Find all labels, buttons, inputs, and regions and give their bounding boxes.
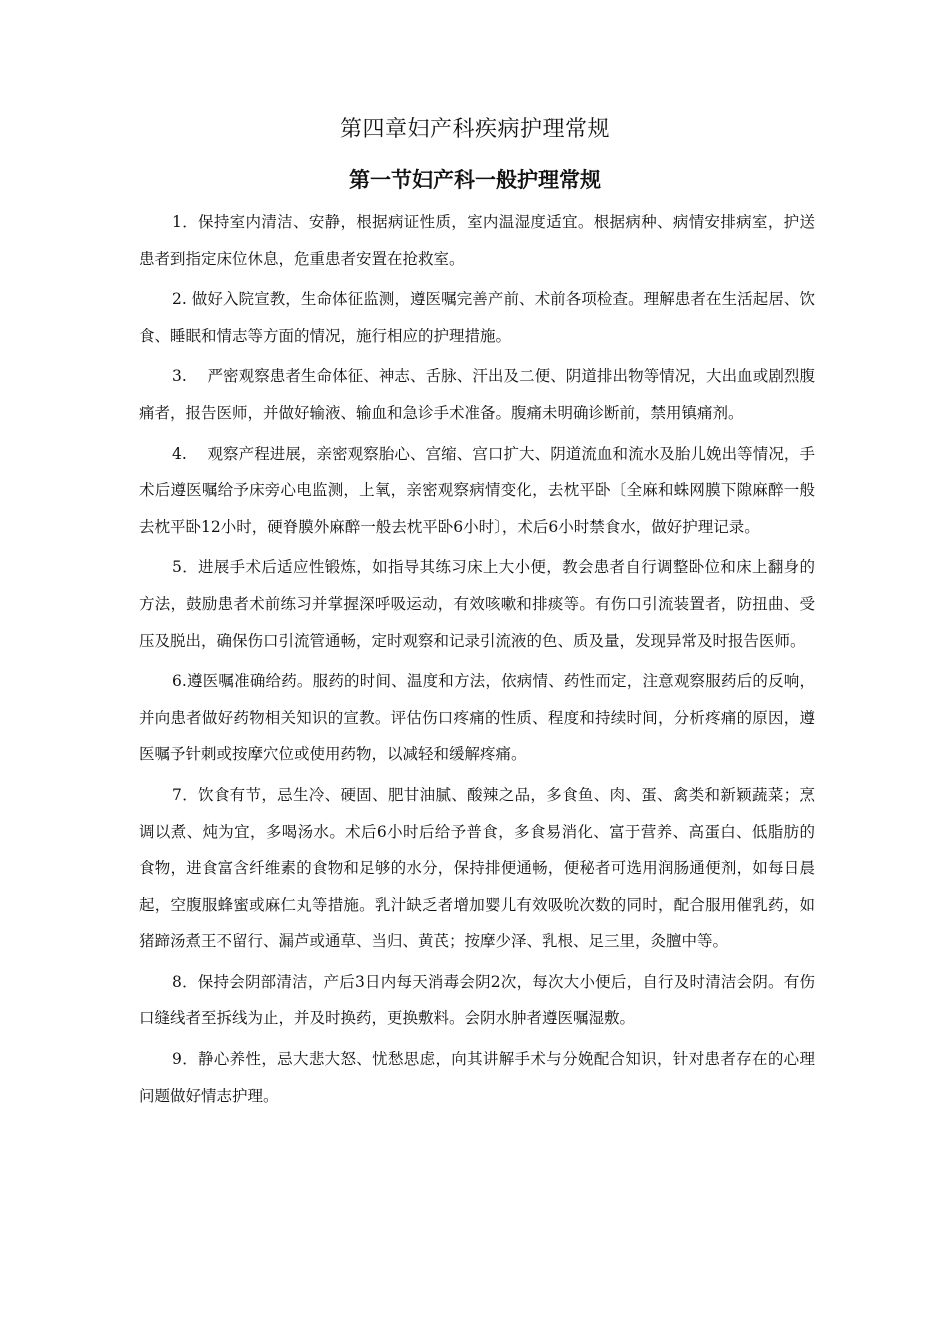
paragraph-8: 8．保持会阴部清洁，产后3日内每天消毒会阴2次，每次大小便后，自行及时清洁会阴。有伤口缝线者至拆线为止，并及时换药，更换敷料。会阴水肿者遵医嘱湿敷。 — [139, 972, 815, 1028]
body-text — [139, 204, 815, 1118]
section-title: 第一节妇产科一般护理常规 — [349, 168, 601, 192]
paragraph-9: 9．静心养性，忌大悲大怒、忧愁思虑，向其讲解手术与分娩配合知识，针对患者存在的心理问题做好情志护理。 — [139, 1050, 815, 1105]
paragraph-5: 5．进展手术后适应性锻炼，如指导其练习床上大小便，教会患者自行调整卧位和床上翻身的方法，鼓励患者术前练习并掌握深呼吸运动，有效咳嗽和排痰等。有伤口引流装置者，防扭曲、受压及脱出，确保伤口引流管通畅，定时观察和记录引流液的色、质及量，发现异常及时报告医师。 — [139, 558, 815, 650]
paragraph-7: 7．饮食有节，忌生冷、硬固、肥甘油腻、酸辣之品，多食鱼、肉、蛋、禽类和新颖蔬菜；烹调以煮、炖为宜，多喝汤水。术后6小时后给予普食，多食易消化、富于营养、高蛋白、低脂肪的食物，进食富含纤维素的食物和足够的水分，保持排便通畅，便秘者可选用润肠通便剂，如每日晨起，空腹服蜂蜜或麻仁丸等措施。乳汁缺乏者增加婴儿有效吸吮次数的同时，配合服用催乳药，如猪蹄汤煮王不留行、漏芦或通草、当归、黄芪；按摩少泽、乳根、足三里，灸膻中等。 — [139, 785, 815, 951]
paragraph-4: 4. 观察产程进展，亲密观察胎心、宫缩、宫口扩大、阴道流血和流水及胎儿娩出等情况，手术后遵医嘱给予床旁心电监测，上氧，亲密观察病情变化，去枕平卧〔全麻和蛛网膜下隙麻醉一般去枕平卧12小时，硬脊膜外麻醉一般去枕平卧6小时〕，术后6小时禁食水，做好护理记录。 — [139, 444, 815, 536]
chapter-title: 第四章妇产科疾病护理常规 — [339, 117, 610, 142]
paragraph-6: 6.遵医嘱准确给药。服药的时间、温度和方法，依病情、药性而定，注意观察服药后的反响，并向患者做好药物相关知识的宣教。评估伤口疼痛的性质、程度和持续时间，分析疼痛的原因，遵医嘱予针刺或按摩穴位或使用药物，以减轻和缓解疼痛。 — [139, 672, 815, 764]
paragraph-3: 3. 严密观察患者生命体征、神志、舌脉、汗出及二便、阴道排出物等情况，大出血或剧烈腹痛者，报告医师，并做好输液、输血和急诊手术准备。腹痛未明确诊断前，禁用镇痛剂。 — [139, 367, 815, 422]
paragraph-1: 1．保持室内清洁、安静，根据病证性质，室内温湿度适宜。根据病种、病情安排病室，护送患者到指定床位休息，危重患者安置在抢救室。 — [139, 213, 815, 268]
paragraph-2: 2. 做好入院宣教，生命体征监测，遵医嘱完善产前、术前各项检查。理解患者在生活起居、饮食、睡眠和情志等方面的情况，施行相应的护理措施。 — [139, 290, 815, 345]
